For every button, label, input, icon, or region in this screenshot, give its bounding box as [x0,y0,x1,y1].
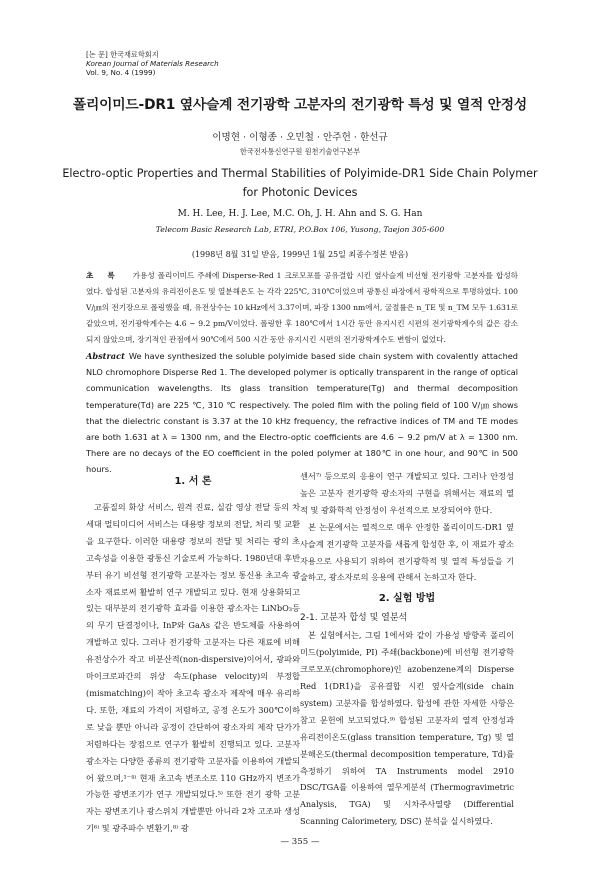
right-paragraph-2: 본 논문에서는 열적으로 매우 안정한 폴리이미드-DR1 옆사슬계 전기광학 고분자를 새롭게 합성한 후, 이 재료가 광소자용으로 사용되기 위하여 전기광학적 및 열적 특성들을 기술하고, 광소자로의 응용에 관해서 논하고자 한다. [300,521,514,583]
section-1-heading: 1. 서 론 [174,476,212,487]
left-column [86,475,300,837]
authors-korean: 이명현 · 이형종 · 오민철 · 안주헌 · 한선규 [212,132,388,143]
abstract-english [86,348,518,478]
journal-name-ko: [논 문] 한국재료학회지 [86,50,159,59]
title-korean: 폴리이미드-DR1 옆사슬계 전기광학 고분자의 전기광학 특성 및 열적 안정성 [72,97,528,113]
abstract-english-label: Abstract [86,351,125,361]
right-paragraph-1: 센서⁷⁾ 등으로의 응용이 연구 개발되고 있다. 그러나 안정성 높은 고분자 전기광학 광소자의 구현을 위해서는 재료의 열적 및 광화학적 안정성이 우선적으로 보장되어야 한다. [300,471,514,515]
right-paragraph-3: 본 실험에서는, 그림 1에서와 같이 가용성 방향족 폴리이미드(polyimide, PI) 주쇄(backbone)에 비선형 전기광학 크로모포(chromophore)인 azobenzene계의 Disperse Red 1(DR1)을 공유결합 시킨 옆사슬계(side chain system) 고분자를 합성하였다. 합성에 관한 자세한 사항은 참고 문헌에 보고되었다.⁹⁾ 합성된 고분자의 열적 안정성과 유리전이온도(glass transition temperature, Tg) 및 열분해온도(thermal decomposition temperature, Td)를 측정하기 위하여 TA Instruments model 2910 DSC/TGA를 이용하여 열무게분석 (Thermogravimetric Analysis, TGA) 및 시차주사열량 (Differential Scanning Calorimetery, DSC) 분석을 실시하였다. [300,630,514,827]
journal-name-en: Korean Journal of Materials Research [86,59,219,68]
abstract-korean-text: 가용성 폴리이미드 주쇄에 Disperse-Red 1 크로모포를 공유결합 시킨 옆사슬계 비선형 전기광학 고분자를 합성하였다. 합성된 고분자의 유리전이온도 및 열분해온도 는 각각 225℃, 310℃이었으며 광통신 파장에서 광학적으로 투명하였다. 100 V/㎛의 전기장으로 폴링했을 때, 유전상수는 10 kHz에서 3.37이며, 파장 1300 nm에서, 굴절률은 n_TE 및 n_TM 모두 1.631로 같았으며, 전기광학계수는 4.6 ~ 9.2 pm/V이었다. 폴링한 후 180℃에서 1시간 동안 유지시킨 시편의 전기광학계수의 값은 감소되지 않았으며, 장기적인 관점에서 90℃에서 500 시간 동안 유지시킨 시편의 전기광학계수도 변함이 없었다. [86,271,519,344]
section-1-paragraph: 고품질의 화상 서비스, 원격 진료, 실감 영상 전달 등의 차세대 멀티미디어 서비스는 대용량 정보의 전달, 처리 및 교환을 요구한다. 이러한 대용량 정보의 전달 및 처리는 광의 초고속성을 이용한 광통신 기술로써 가능하다. 1980년대 후반부터 유기 비선형 전기광학 고분자는 정보 통신용 초고속 광소자 재료로써 활발히 연구 개발되고 있다. 현재 상용화되고 있는 대부분의 전기광학 효과를 이용한 광소자는 LiNbO₃등의 무기 단결정이나, InP와 GaAs 같은 반도체를 사용하여 개발하고 있다. 그러나 전기광학 고분자는 다른 재료에 비해 유전상수가 작고 비분산적(non-dispersive)이어서, 광파와 마이크로파간의 위상 속도(phase velocity)의 부정합(mismatching)이 작아 초고속 광소자 제작에 매우 유리하다. 또한, 재료의 가격이 저렴하고, 공정 온도가 300℃이하로 낮을 뿐만 아니라 공정이 간단하여 광소자의 제작 단가가 저렴하다는 장점으로 연구가 활발히 진행되고 있다. 고분자 광소자는 다양한 종류의 전기광학 고분자를 이용하여 개발되어 왔으며,¹⁻⁴⁾ 현재 초고속 변조소로 110 GHz까지 변조가 가능한 광변조기가 연구 개발되었다.⁵⁾ 또한 전기 광학 고분자는 광변조기나 광스위치 개발뿐만 아니라 2차 고조파 생성기⁶⁾ 및 광주파수 변환기,⁸⁾ 광 [86,502,300,834]
affiliation-english: Telecom Basic Research Lab, ETRI, P.O.Box 106, Yusong, Taejon 305-600 [155,225,445,234]
title-english-line2: for Photonic Devices [242,186,358,199]
abstract-english-text: We have synthesized the soluble polyimide based side chain system with covalently attached NLO chromophore Disperse Red 1. The developed polymer is optically transparent in the range of optical communication wavelengths. Its glass transition temperature(Tg) and thermal decomposition temperature(Td) are 225 ℃, 310 ℃ respectively. The poled film with the poling field of 100 V/㎛ shows that the dielectric constant is 3.37 at the 10 kHz frequency, the refractive indices of TM and TE modes are both 1.631 at λ = 1300 nm, and the Electro-optic coefficients are 4.6 ~ 9.2 pm/V at λ = 1300 nm. There are no decays of the EO coefficient in the poled polymer at 180℃ in one hour, and 90℃ in 500 hours. [86,351,518,475]
abstract-korean [86,268,518,348]
abstract-korean-label: 초록 [86,271,129,280]
journal-header [86,50,219,77]
authors-english: M. H. Lee, H. J. Lee, M.C. Oh, J. H. Ahn and S. G. Han [177,209,423,219]
subsection-2-1-heading: 2-1. 고분자 합성 및 열분석 [300,613,408,624]
affiliation-korean: 한국전자통신연구원 원천기술연구본부 [239,147,361,156]
right-column [300,468,514,830]
page-number: — 355 — [280,837,320,847]
title-english-line1: Electro-optic Properties and Thermal Stabilities of Polyimide-DR1 Side Chain Polymer [62,167,538,180]
journal-volume: Vol. 9, No. 4 (1999) [86,68,156,77]
title-english [0,164,600,202]
received-dates: (1998년 8월 31일 받음, 1999년 1월 25일 최종수정본 받음) [191,250,409,259]
section-2-heading: 2. 실험 방법 [378,593,436,605]
